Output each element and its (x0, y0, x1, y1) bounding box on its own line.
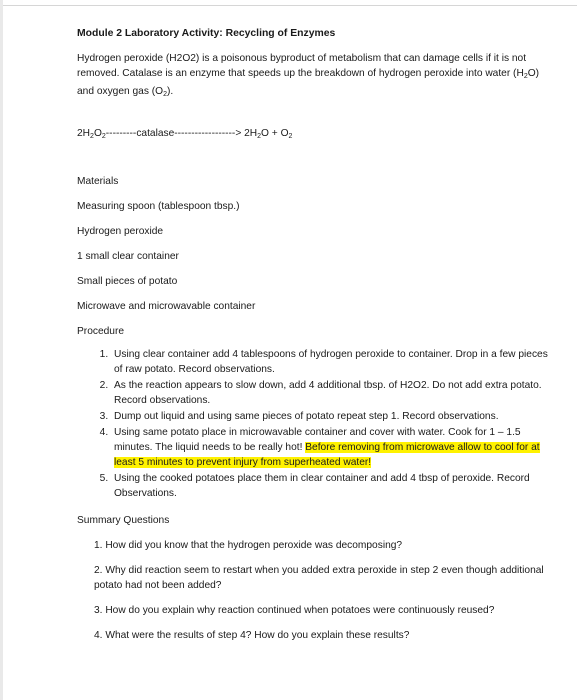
eq-lhs: 2H (77, 128, 91, 139)
material-item: Measuring spoon (tablespoon tbsp.) (77, 201, 240, 212)
procedure-step: 1. Using clear container add 4 tablespoons of hydrogen peroxide to container. Drop in a few pieces of raw potato. Record observations. (111, 347, 557, 377)
materials-heading: Materials (77, 176, 119, 187)
eq-lhs-sub2: 2 (101, 133, 106, 140)
procedure-step: 5. Using the cooked potatoes place them in clear container and add 4 tbsp of peroxide. Record Observations. (111, 471, 557, 501)
procedure-heading: Procedure (77, 326, 125, 337)
intro-paragraph (77, 51, 557, 102)
step4-text: Using same potato place in microwavable container and cover with water. Cook for 1 – 1.5 minutes. The liquid needs to be really hot! (114, 427, 521, 453)
procedure-step (111, 425, 557, 470)
page-left-edge (0, 0, 3, 700)
intro-subscript-1: 2 (523, 73, 528, 80)
safety-warning-highlight: Before removing from microwave allow to cool for at least 5 minutes to prevent injury from superheated water! (114, 442, 540, 468)
summary-questions (77, 538, 557, 643)
procedure-list (77, 347, 557, 501)
summary-heading: Summary Questions (77, 515, 170, 526)
intro-text-c: ). (167, 86, 174, 97)
material-item: Small pieces of potato (77, 276, 178, 287)
eq-rhs-sub1: 2 (257, 133, 262, 140)
intro-text-b: O) and oxygen gas (O (77, 68, 540, 97)
eq-rhs-sub2: 2 (288, 133, 293, 140)
summary-question: 4. What were the results of step 4? How do you explain these results? (94, 630, 410, 641)
intro-text-a: Hydrogen peroxide (H2O2) is a poisonous byproduct of metabolism that can damage cells if it is not removed. Catalase is an enzyme that speeds up the breakdown of hydrogen peroxide into water (H (77, 53, 527, 79)
procedure-step: 3. Dump out liquid and using same pieces of potato repeat step 1. Record observations. (111, 409, 557, 424)
reaction-equation (77, 126, 557, 144)
eq-arrow: ---------catalase------------------> 2H (105, 128, 258, 139)
document-title: Module 2 Laboratory Activity: Recycling of Enzymes (77, 28, 336, 39)
procedure-step: 2. As the reaction appears to slow down, add 4 additional tbsp. of H2O2. Do not add extra potato. Record observations. (111, 378, 557, 408)
material-item: Hydrogen peroxide (77, 226, 164, 237)
document-body (77, 26, 557, 653)
eq-rhs-mid: O + O (261, 128, 289, 139)
summary-question: 1. How did you know that the hydrogen peroxide was decomposing? (94, 540, 403, 551)
eq-lhs-mid: O (93, 128, 102, 139)
summary-question: 2. Why did reaction seem to restart when you added extra peroxide in step 2 even though additional potato had not been added? (94, 565, 544, 591)
eq-lhs-sub1: 2 (90, 133, 94, 140)
summary-question: 3. How do you explain why reaction continued when potatoes were continuously reused? (94, 605, 495, 616)
page-top-border (0, 0, 577, 6)
intro-subscript-2: 2 (163, 91, 167, 98)
material-item: Microwave and microwavable container (77, 301, 256, 312)
material-item: 1 small clear container (77, 251, 179, 262)
